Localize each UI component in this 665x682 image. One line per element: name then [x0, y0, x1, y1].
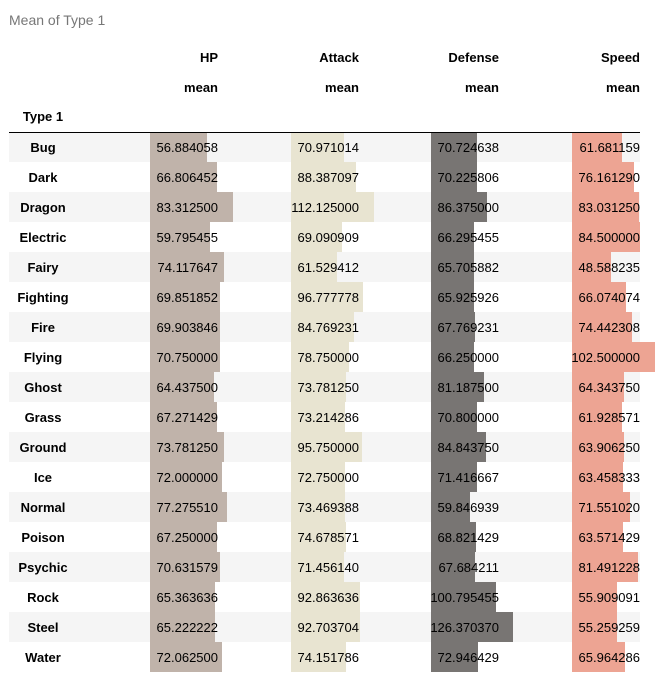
attack-cell — [218, 432, 359, 462]
hp-cell — [77, 522, 218, 552]
hp-value: 77.275510 — [156, 499, 218, 515]
attack-cell — [218, 192, 359, 222]
attack-value: 84.769231 — [297, 319, 359, 335]
column-header-defense: Defense — [448, 49, 499, 65]
defense-value: 68.821429 — [437, 529, 499, 545]
header-row-index-name — [9, 102, 640, 132]
defense-value: 84.843750 — [437, 439, 499, 455]
speed-value: 66.074074 — [578, 289, 640, 305]
defense-value: 100.795455 — [430, 589, 499, 605]
table-row — [9, 462, 640, 492]
defense-cell — [359, 492, 499, 522]
hp-value: 70.750000 — [156, 349, 218, 365]
defense-value: 126.370370 — [430, 619, 499, 635]
hp-value: 67.250000 — [156, 529, 218, 545]
defense-cell — [359, 462, 499, 492]
attack-value: 88.387097 — [297, 169, 359, 185]
attack-value: 61.529412 — [297, 259, 359, 275]
attack-cell — [218, 312, 359, 342]
hp-value: 56.884058 — [156, 139, 218, 155]
hp-cell — [77, 402, 218, 432]
defense-cell — [359, 612, 499, 642]
defense-cell — [359, 282, 499, 312]
attack-value: 92.863636 — [297, 589, 359, 605]
header-blank — [9, 42, 77, 72]
defense-cell — [359, 162, 499, 192]
defense-cell — [359, 372, 499, 402]
table-row — [9, 342, 640, 372]
header-row-column-names — [9, 42, 640, 72]
hp-cell — [77, 372, 218, 402]
defense-cell — [359, 582, 499, 612]
stat-header-hp: mean — [184, 79, 218, 95]
row-label: Bug — [30, 139, 56, 155]
defense-value: 66.295455 — [437, 229, 499, 245]
stat-header-speed: mean — [606, 79, 640, 95]
hp-cell — [77, 342, 218, 372]
hp-cell — [77, 162, 218, 192]
table-row — [9, 192, 640, 222]
column-header-attack: Attack — [319, 49, 359, 65]
speed-value: 48.588235 — [578, 259, 640, 275]
speed-value: 81.491228 — [578, 559, 640, 575]
hp-cell — [77, 282, 218, 312]
speed-value: 61.928571 — [578, 409, 640, 425]
hp-value: 67.271429 — [156, 409, 218, 425]
hp-value: 72.000000 — [156, 469, 218, 485]
row-label: Psychic — [18, 559, 68, 575]
header-blank — [499, 102, 640, 132]
index-name-header: Type 1 — [9, 102, 77, 132]
speed-cell — [499, 642, 640, 672]
attack-value: 96.777778 — [297, 289, 359, 305]
speed-value: 76.161290 — [578, 169, 640, 185]
table-row — [9, 132, 640, 162]
speed-cell — [499, 522, 640, 552]
attack-cell — [218, 462, 359, 492]
table-row — [9, 252, 640, 282]
hp-value: 69.903846 — [156, 319, 218, 335]
header-row-stat — [9, 72, 640, 102]
defense-cell — [359, 552, 499, 582]
row-label: Fairy — [27, 259, 59, 275]
defense-value: 65.705882 — [437, 259, 499, 275]
attack-value: 95.750000 — [297, 439, 359, 455]
hp-value: 65.363636 — [156, 589, 218, 605]
header-blank — [77, 102, 218, 132]
defense-value: 86.375000 — [437, 199, 499, 215]
hp-value: 73.781250 — [156, 439, 218, 455]
defense-value: 70.225806 — [437, 169, 499, 185]
speed-value: 65.964286 — [578, 649, 640, 665]
table-row — [9, 612, 640, 642]
column-header-hp: HP — [199, 49, 218, 65]
speed-cell — [499, 372, 640, 402]
hp-cell — [77, 492, 218, 522]
defense-cell — [359, 312, 499, 342]
table-row — [9, 402, 640, 432]
attack-cell — [218, 222, 359, 252]
attack-value: 70.971014 — [297, 139, 359, 155]
speed-cell — [499, 132, 640, 162]
row-label: Grass — [24, 409, 62, 425]
row-label: Ground — [19, 439, 67, 455]
attack-value: 92.703704 — [297, 619, 359, 635]
speed-value: 63.571429 — [578, 529, 640, 545]
hp-cell — [77, 222, 218, 252]
row-label: Rock — [27, 589, 59, 605]
hp-value: 74.117647 — [157, 259, 218, 275]
speed-value: 63.906250 — [578, 439, 640, 455]
speed-value: 102.500000 — [571, 349, 640, 365]
attack-cell — [218, 132, 359, 162]
attack-cell — [218, 612, 359, 642]
speed-value: 83.031250 — [578, 199, 640, 215]
defense-value: 59.846939 — [437, 499, 499, 515]
attack-cell — [218, 522, 359, 552]
hp-value: 65.222222 — [156, 619, 218, 635]
speed-cell — [499, 282, 640, 312]
speed-cell — [499, 582, 640, 612]
defense-value: 65.925926 — [437, 289, 499, 305]
row-label: Fighting — [17, 289, 69, 305]
table-row — [9, 312, 640, 342]
attack-cell — [218, 342, 359, 372]
mean-stats-table — [9, 42, 640, 672]
row-label: Electric — [19, 229, 67, 245]
table-caption: Mean of Type 1 — [9, 12, 106, 28]
column-header-speed: Speed — [600, 49, 640, 65]
defense-cell — [359, 642, 499, 672]
hp-value: 69.851852 — [156, 289, 218, 305]
stat-header-defense: mean — [465, 79, 499, 95]
speed-value: 74.442308 — [578, 319, 640, 335]
attack-cell — [218, 282, 359, 312]
table-row — [9, 282, 640, 312]
speed-cell — [499, 312, 640, 342]
attack-value: 112.125000 — [291, 199, 359, 215]
attack-cell — [218, 552, 359, 582]
defense-cell — [359, 342, 499, 372]
attack-cell — [218, 402, 359, 432]
speed-cell — [499, 192, 640, 222]
attack-cell — [218, 162, 359, 192]
attack-cell — [218, 372, 359, 402]
hp-value: 83.312500 — [156, 199, 218, 215]
attack-cell — [218, 582, 359, 612]
defense-value: 72.946429 — [437, 649, 499, 665]
hp-cell — [77, 642, 218, 672]
table-row — [9, 162, 640, 192]
table-row — [9, 372, 640, 402]
defense-value: 81.187500 — [437, 379, 499, 395]
speed-cell — [499, 462, 640, 492]
attack-value: 73.781250 — [297, 379, 359, 395]
speed-cell — [499, 552, 640, 582]
defense-cell — [359, 132, 499, 162]
table-row — [9, 522, 640, 552]
header-blank — [9, 72, 77, 102]
table-row — [9, 432, 640, 462]
row-label: Dark — [28, 169, 58, 185]
row-label: Flying — [23, 349, 63, 365]
stat-header-attack: mean — [325, 79, 359, 95]
table-row — [9, 582, 640, 612]
defense-value: 67.769231 — [437, 319, 499, 335]
attack-value: 69.090909 — [297, 229, 359, 245]
header-blank — [359, 102, 499, 132]
defense-value: 67.684211 — [438, 559, 499, 575]
attack-value: 74.678571 — [297, 529, 359, 545]
defense-cell — [359, 252, 499, 282]
speed-value: 55.909091 — [578, 589, 640, 605]
attack-value: 72.750000 — [297, 469, 359, 485]
attack-value: 71.456140 — [297, 559, 359, 575]
speed-cell — [499, 222, 640, 252]
speed-cell — [499, 402, 640, 432]
hp-cell — [77, 192, 218, 222]
speed-cell — [499, 612, 640, 642]
row-label: Ghost — [24, 379, 62, 395]
defense-cell — [359, 402, 499, 432]
attack-value: 73.469388 — [297, 499, 359, 515]
hp-cell — [77, 252, 218, 282]
attack-value: 74.151786 — [297, 649, 359, 665]
row-label: Poison — [21, 529, 65, 545]
attack-cell — [218, 642, 359, 672]
hp-cell — [77, 462, 218, 492]
attack-cell — [218, 492, 359, 522]
table-row — [9, 492, 640, 522]
attack-cell — [218, 252, 359, 282]
defense-cell — [359, 222, 499, 252]
speed-cell — [499, 342, 640, 372]
defense-value: 71.416667 — [437, 469, 499, 485]
table-body — [9, 132, 640, 672]
hp-value: 70.631579 — [156, 559, 218, 575]
hp-cell — [77, 552, 218, 582]
defense-cell — [359, 192, 499, 222]
defense-value: 70.724638 — [437, 139, 499, 155]
table-row — [9, 222, 640, 252]
defense-cell — [359, 522, 499, 552]
speed-value: 84.500000 — [578, 229, 640, 245]
row-label: Normal — [20, 499, 66, 515]
defense-cell — [359, 432, 499, 462]
defense-value: 66.250000 — [437, 349, 499, 365]
hp-value: 64.437500 — [156, 379, 218, 395]
speed-value: 64.343750 — [578, 379, 640, 395]
row-label: Steel — [27, 619, 59, 635]
speed-value: 63.458333 — [578, 469, 640, 485]
table-row — [9, 552, 640, 582]
row-label: Water — [25, 649, 61, 665]
header-blank — [218, 102, 359, 132]
hp-cell — [77, 312, 218, 342]
hp-value: 72.062500 — [156, 649, 218, 665]
speed-cell — [499, 492, 640, 522]
attack-value: 78.750000 — [297, 349, 359, 365]
hp-cell — [77, 582, 218, 612]
hp-value: 66.806452 — [156, 169, 218, 185]
row-label: Ice — [33, 469, 53, 485]
hp-value: 59.795455 — [156, 229, 218, 245]
speed-cell — [499, 252, 640, 282]
row-label: Fire — [31, 319, 55, 335]
hp-cell — [77, 432, 218, 462]
defense-value: 70.800000 — [437, 409, 499, 425]
speed-value: 61.681159 — [579, 139, 640, 155]
table-row — [9, 642, 640, 672]
attack-value: 73.214286 — [297, 409, 359, 425]
hp-cell — [77, 612, 218, 642]
speed-cell — [499, 162, 640, 192]
hp-cell — [77, 132, 218, 162]
row-label: Dragon — [20, 199, 66, 215]
speed-cell — [499, 432, 640, 462]
speed-value: 71.551020 — [578, 499, 640, 515]
speed-value: 55.259259 — [578, 619, 640, 635]
